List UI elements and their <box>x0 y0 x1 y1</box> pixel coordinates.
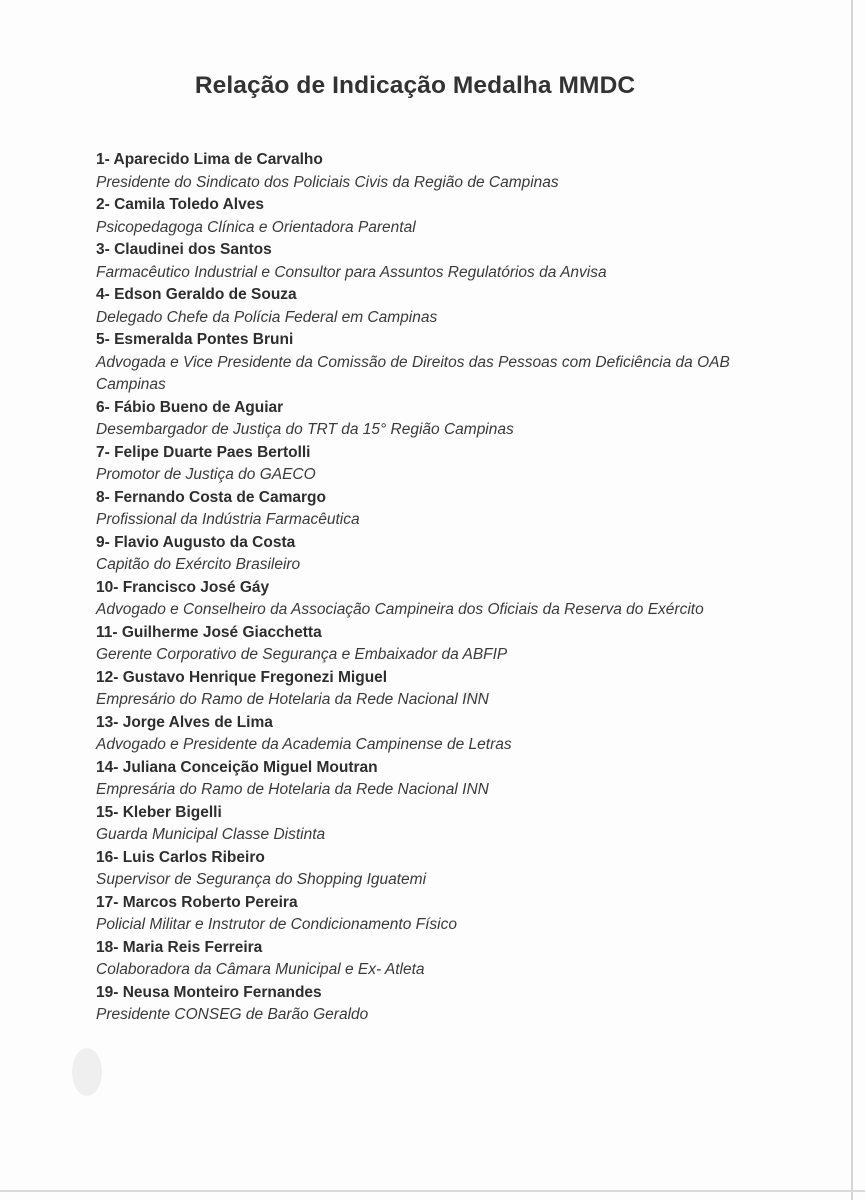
list-item <box>96 239 746 284</box>
nominee-role: Presidente CONSEG de Barão Geraldo <box>96 1006 369 1023</box>
list-item <box>96 284 746 329</box>
nominee-name: 3- Claudinei dos Santos <box>96 241 272 258</box>
list-item <box>96 329 746 397</box>
list-item <box>96 577 746 622</box>
nominee-name: 12- Gustavo Henrique Fregonezi Miguel <box>96 668 388 686</box>
nominee-role: Presidente do Sindicato dos Policiais Civis da Região de Campinas <box>96 173 559 191</box>
page-title: Relação de Indicação Medalha MMDC <box>194 72 636 99</box>
nominee-name: 7- Felipe Duarte Paes Bertolli <box>96 443 311 461</box>
nominee-role: Guarda Municipal Classe Distinta <box>96 826 326 843</box>
list-item <box>96 194 746 239</box>
nominee-name: 1- Aparecido Lima de Carvalho <box>96 151 323 168</box>
nominee-role: Promotor de Justiça do GAECO <box>96 466 316 483</box>
nominee-name: 18- Maria Reis Ferreira <box>96 938 263 956</box>
nominee-list <box>96 149 746 1027</box>
nominee-name: 2- Camila Toledo Alves <box>96 196 264 213</box>
nominee-role: Advogada e Vice Presidente da Comissão de Direitos das Pessoas com Deficiência da OAB Campinas <box>96 353 730 393</box>
list-item <box>96 847 746 892</box>
nominee-role: Gerente Corporativo de Segurança e Embaixador da ABFIP <box>96 646 508 663</box>
nominee-role: Farmacêutico Industrial e Consultor para Assuntos Regulatórios da Anvisa <box>96 263 607 281</box>
list-item <box>96 937 746 982</box>
nominee-name: 14- Juliana Conceição Miguel Moutran <box>96 758 378 776</box>
nominee-name: 15- Kleber Bigelli <box>96 803 222 821</box>
nominee-name: 16- Luis Carlos Ribeiro <box>96 848 265 866</box>
list-item <box>96 532 746 577</box>
scan-edge-right <box>851 0 853 1200</box>
nominee-name: 9- Flavio Augusto da Costa <box>96 533 296 551</box>
list-item <box>96 667 746 712</box>
scan-edge-bottom <box>0 1190 865 1192</box>
nominee-name: 4- Edson Geraldo de Souza <box>96 286 297 303</box>
nominee-role: Advogado e Conselheiro da Associação Campineira dos Oficiais da Reserva do Exército <box>96 601 704 618</box>
list-item <box>96 622 746 667</box>
nominee-role: Policial Militar e Instrutor de Condicionamento Físico <box>96 916 457 933</box>
nominee-name: 11- Guilherme José Giacchetta <box>96 623 322 641</box>
nominee-role: Desembargador de Justiça do TRT da 15° Região Campinas <box>96 421 514 438</box>
nominee-name: 19- Neusa Monteiro Fernandes <box>96 983 322 1001</box>
nominee-name: 8- Fernando Costa de Camargo <box>96 488 326 506</box>
nominee-role: Profissional da Indústria Farmacêutica <box>96 511 360 528</box>
nominee-role: Empresária do Ramo de Hotelaria da Rede Nacional INN <box>96 781 489 798</box>
list-item <box>96 757 746 802</box>
nominee-name: 17- Marcos Roberto Pereira <box>96 893 298 911</box>
scan-smudge <box>72 1048 102 1096</box>
nominee-role: Colaboradora da Câmara Municipal e Ex- Atleta <box>96 961 425 978</box>
list-item <box>96 892 746 937</box>
list-item <box>96 487 746 532</box>
nominee-name: 6- Fábio Bueno de Aguiar <box>96 398 284 416</box>
list-item <box>96 712 746 757</box>
nominee-name: 5- Esmeralda Pontes Bruni <box>96 331 294 348</box>
list-item <box>96 149 746 194</box>
list-item <box>96 802 746 847</box>
list-item <box>96 982 746 1027</box>
list-item <box>96 397 746 442</box>
list-item <box>96 442 746 487</box>
nominee-role: Capitão do Exército Brasileiro <box>96 556 301 573</box>
nominee-name: 13- Jorge Alves de Lima <box>96 713 273 731</box>
nominee-role: Advogado e Presidente da Academia Campinense de Letras <box>96 736 512 753</box>
nominee-role: Delegado Chefe da Polícia Federal em Campinas <box>96 308 438 326</box>
nominee-role: Psicopedagoga Clínica e Orientadora Parental <box>96 218 416 236</box>
nominee-role: Empresário do Ramo de Hotelaria da Rede Nacional INN <box>96 691 489 708</box>
nominee-role: Supervisor de Segurança do Shopping Iguatemi <box>96 871 427 888</box>
nominee-name: 10- Francisco José Gáy <box>96 578 270 596</box>
